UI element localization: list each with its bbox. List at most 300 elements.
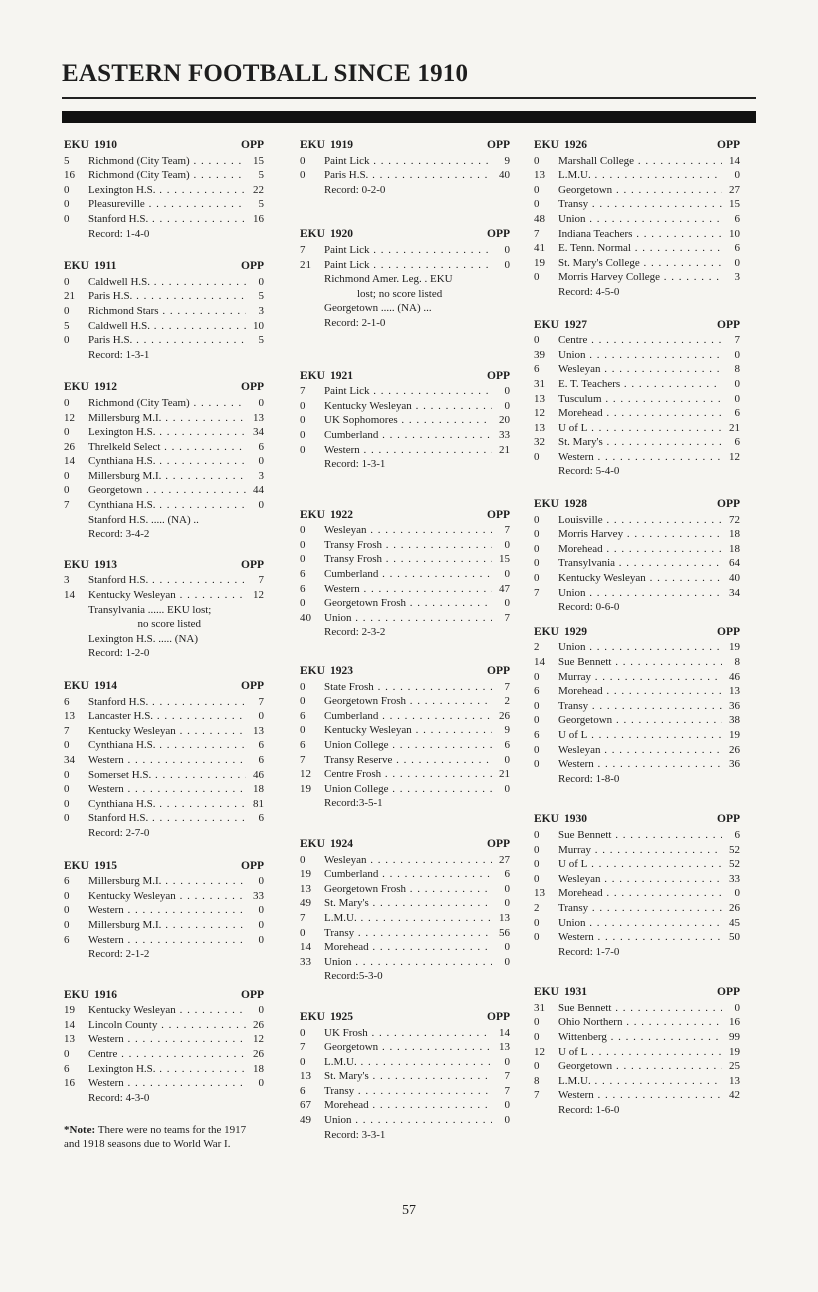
season-block — [300, 369, 510, 472]
eku-score: 14 — [534, 656, 545, 668]
opp-score: 56 — [499, 926, 510, 939]
eku-label: EKU — [300, 665, 325, 678]
opponent: Stanford H.S. . . . — [88, 212, 246, 227]
eku-score: 13 — [64, 1033, 75, 1046]
game-row — [64, 617, 264, 632]
game-row — [534, 270, 740, 285]
opp-score: 0 — [258, 918, 264, 931]
opponent: Paris H.S. . . . — [88, 289, 246, 304]
game-row — [300, 154, 510, 169]
game-row — [64, 782, 264, 797]
eku-score: 0 — [534, 843, 540, 856]
opp-label: OPP — [241, 558, 264, 571]
opponent: Union College . . . — [324, 738, 492, 753]
game-row — [300, 896, 510, 911]
opponent: Wesleyan . . . — [558, 743, 722, 758]
opp-score: 27 — [729, 183, 740, 196]
game-row — [64, 168, 264, 183]
eku-score: 0 — [534, 528, 540, 541]
game-row — [300, 1069, 510, 1084]
opponent: Lexington H.S. ..... (NA) — [88, 632, 198, 645]
eku-score: 7 — [534, 586, 540, 599]
opp-score: 3 — [734, 271, 740, 284]
opp-label: OPP — [717, 813, 740, 826]
opp-score: 0 — [504, 568, 510, 581]
opp-score: 15 — [729, 198, 740, 211]
opponent: Wesleyan . . . — [558, 362, 722, 377]
opp-score: 8 — [734, 363, 740, 376]
opponent: Cynthiana H.S. . . . — [88, 797, 246, 812]
game-row — [64, 1018, 264, 1033]
game-row — [64, 454, 264, 469]
game-row — [64, 411, 264, 426]
eku-score: 12 — [534, 407, 545, 420]
eku-label: EKU — [64, 260, 89, 273]
game-row — [300, 926, 510, 941]
opponent: U of L . . . — [558, 857, 722, 872]
game-row — [300, 384, 510, 399]
eku-score: 0 — [534, 670, 540, 683]
eku-score: 41 — [534, 242, 545, 255]
opp-score: 26 — [253, 1018, 264, 1031]
eku-score: 0 — [534, 872, 540, 885]
game-row — [64, 1076, 264, 1091]
game-row — [300, 738, 510, 753]
opponent: Georgetown Frosh . . . — [324, 882, 492, 897]
eku-score: 0 — [300, 428, 306, 441]
opponent: Threlkeld Select . . . — [88, 440, 246, 455]
season-header — [300, 138, 510, 153]
game-row — [300, 552, 510, 567]
opponent: Centre . . . — [558, 333, 722, 348]
game-row — [534, 1045, 740, 1060]
opp-score: 0 — [504, 243, 510, 256]
game-row — [64, 483, 264, 498]
game-row — [300, 301, 510, 316]
opp-score: 42 — [729, 1089, 740, 1102]
opponent: Transy Reserve . . . — [324, 753, 492, 768]
opp-score: 44 — [253, 484, 264, 497]
eku-score: 13 — [300, 1070, 311, 1083]
opp-score: 13 — [729, 685, 740, 698]
eku-score: 7 — [534, 227, 540, 240]
season-block — [300, 138, 510, 197]
opp-score: 0 — [504, 399, 510, 412]
opponent: Murray . . . — [558, 843, 722, 858]
game-row — [534, 1015, 740, 1030]
opponent: Paint Lick . . . — [324, 384, 492, 399]
opp-score: 18 — [253, 783, 264, 796]
game-row — [300, 399, 510, 414]
eku-score: 0 — [64, 768, 70, 781]
game-row — [534, 670, 740, 685]
eku-score: 0 — [64, 904, 70, 917]
opponent: Kentucky Wesleyan . . . — [558, 571, 722, 586]
opp-label: OPP — [487, 508, 510, 521]
opponent: lost; no score listed — [324, 287, 443, 300]
opp-score: 26 — [499, 709, 510, 722]
season-year: 1910 — [94, 139, 117, 151]
opp-score: 0 — [734, 377, 740, 390]
game-row — [64, 573, 264, 588]
opp-score: 99 — [729, 1031, 740, 1044]
season-year: 1915 — [94, 859, 117, 872]
eku-score: 0 — [64, 198, 70, 211]
opponent: Wesleyan . . . — [558, 872, 722, 887]
eku-score: 49 — [300, 897, 311, 910]
opp-label: OPP — [487, 1010, 510, 1023]
eku-label: EKU — [534, 498, 559, 511]
game-row — [64, 333, 264, 348]
opponent: Caldwell H.S. . . . — [88, 319, 246, 334]
opp-label: OPP — [241, 260, 264, 273]
season-header — [64, 859, 264, 874]
game-row — [300, 413, 510, 428]
opp-score: 19 — [729, 1045, 740, 1058]
opponent: U of L . . . — [558, 421, 722, 436]
opp-score: 18 — [729, 528, 740, 541]
opponent: Lincoln County . . . — [88, 1018, 246, 1033]
season-record: Record: 2-3-2 — [324, 626, 386, 639]
game-row — [534, 333, 740, 348]
season-year: 1919 — [330, 139, 353, 151]
season-block — [300, 508, 510, 640]
opponent: Centre Frosh . . . — [324, 767, 492, 782]
season-record: Record: 4-5-0 — [558, 285, 620, 298]
eku-score: 0 — [64, 275, 70, 288]
game-row — [64, 275, 264, 290]
opponent: Western . . . — [558, 930, 722, 945]
game-row — [64, 513, 264, 528]
opp-label: OPP — [487, 665, 510, 678]
eku-score: 14 — [64, 455, 75, 468]
game-row — [300, 272, 510, 287]
opp-label: OPP — [241, 680, 264, 692]
game-row — [300, 538, 510, 553]
game-row — [300, 867, 510, 882]
eku-score: 0 — [64, 469, 70, 482]
opp-label: OPP — [241, 381, 264, 394]
opp-score: 3 — [258, 304, 264, 317]
eku-score: 19 — [64, 1004, 75, 1017]
season-year: 1925 — [330, 1010, 353, 1023]
opponent: Georgetown . . . — [558, 713, 722, 728]
season-block — [300, 664, 510, 811]
opponent: Kentucky Wesleyan . . . — [88, 889, 246, 904]
opp-score: 13 — [499, 911, 510, 924]
opp-score: 6 — [734, 212, 740, 225]
eku-score: 48 — [534, 212, 545, 225]
opp-score: 8 — [734, 656, 740, 668]
title-rule — [62, 97, 756, 99]
game-row — [534, 916, 740, 931]
eku-score: 0 — [300, 695, 306, 708]
opponent: Morris Harvey College . . . — [558, 270, 722, 285]
game-row — [534, 586, 740, 601]
opponent: State Frosh . . . — [324, 680, 492, 695]
season-year: 1928 — [564, 498, 587, 511]
opp-score: 0 — [504, 897, 510, 910]
eku-score: 0 — [534, 513, 540, 526]
opponent: Western . . . — [88, 933, 246, 948]
season-header — [300, 664, 510, 679]
game-row — [64, 289, 264, 304]
eku-label: EKU — [534, 625, 559, 638]
eku-score: 0 — [534, 916, 540, 929]
opponent: Centre . . . — [88, 1047, 246, 1062]
opponent: Lexington H.S. . . . — [88, 425, 246, 440]
season-block — [534, 812, 740, 959]
opp-label: OPP — [487, 837, 510, 850]
opponent: no score listed — [88, 618, 202, 631]
opponent: Western . . . — [88, 1076, 246, 1091]
eku-label: EKU — [64, 381, 89, 394]
opponent: Stanford H.S. ..... (NA) .. — [88, 513, 199, 526]
eku-score: 0 — [534, 699, 540, 712]
eku-score: 16 — [64, 169, 75, 182]
opp-score: 6 — [504, 739, 510, 751]
opp-score: 7 — [258, 574, 264, 587]
opp-score: 15 — [499, 553, 510, 566]
eku-score: 7 — [300, 385, 306, 398]
eku-score: 16 — [64, 1077, 75, 1090]
opponent: Union . . . — [558, 212, 722, 227]
opp-score: 7 — [504, 1070, 510, 1083]
eku-score: 6 — [300, 568, 306, 581]
game-row — [64, 212, 264, 227]
opponent: Transy Frosh . . . — [324, 538, 492, 553]
page-number: 57 — [402, 1203, 416, 1218]
opp-label: OPP — [717, 625, 740, 638]
opp-score: 3 — [258, 469, 264, 482]
season-year: 1920 — [330, 228, 353, 241]
opponent: Western . . . — [88, 903, 246, 918]
opponent: Paint Lick . . . — [324, 243, 492, 258]
opp-score: 18 — [253, 1062, 264, 1075]
game-row — [300, 582, 510, 597]
opponent: St. Mary's College . . . — [558, 256, 722, 271]
eku-score: 31 — [534, 1001, 545, 1014]
season-year: 1916 — [94, 988, 117, 1001]
game-row — [64, 724, 264, 739]
opponent: Union . . . — [558, 916, 722, 931]
opponent: Transylvania ...... EKU lost; — [88, 603, 212, 616]
opp-score: 16 — [253, 212, 264, 225]
game-row — [534, 183, 740, 198]
opponent: Western . . . — [324, 443, 492, 458]
game-row — [300, 1040, 510, 1055]
opp-score: 0 — [504, 941, 510, 954]
opponent: Union . . . — [558, 348, 722, 363]
opp-score: 26 — [253, 1048, 264, 1061]
opp-score: 52 — [729, 858, 740, 871]
eku-score: 0 — [300, 1026, 306, 1039]
opponent: L.M.U. . . . — [324, 1055, 492, 1070]
game-row — [64, 1003, 264, 1018]
season-year: 1926 — [564, 139, 587, 151]
eku-score: 0 — [534, 1060, 540, 1073]
eku-score: 0 — [64, 783, 70, 796]
game-row — [64, 918, 264, 933]
opponent: L.M.U. . . . — [558, 1074, 722, 1089]
opponent: Richmond (City Team) . . . — [88, 396, 246, 411]
opp-score: 0 — [258, 933, 264, 946]
eku-score: 0 — [64, 304, 70, 317]
opp-score: 0 — [258, 710, 264, 723]
opponent: Western . . . — [88, 1032, 246, 1047]
eku-label: EKU — [64, 680, 89, 692]
game-row — [534, 348, 740, 363]
game-row — [534, 757, 740, 772]
game-row — [534, 699, 740, 714]
season-year: 1912 — [94, 381, 117, 394]
game-row — [534, 197, 740, 212]
opponent: Morehead . . . — [558, 542, 722, 557]
game-row — [300, 287, 510, 302]
opp-score: 6 — [734, 828, 740, 841]
eku-label: EKU — [300, 837, 325, 850]
game-row — [300, 911, 510, 926]
season-header — [64, 138, 264, 153]
opp-score: 7 — [504, 524, 510, 537]
game-row — [64, 425, 264, 440]
opp-score: 25 — [729, 1060, 740, 1073]
eku-score: 19 — [300, 868, 311, 881]
opponent: Transy . . . — [558, 197, 722, 212]
eku-label: EKU — [64, 558, 89, 571]
opp-score: 15 — [253, 154, 264, 167]
column-1 — [64, 138, 264, 1151]
season-header — [534, 318, 740, 333]
opp-score: 33 — [253, 889, 264, 902]
opponent: E. T. Teachers . . . — [558, 377, 722, 392]
opp-score: 21 — [499, 443, 510, 456]
eku-score: 13 — [64, 710, 75, 723]
opponent: L.M.U. . . . — [324, 911, 492, 926]
season-year: 1921 — [330, 369, 353, 382]
opponent: Sue Bennett . . . — [558, 655, 722, 670]
game-row — [300, 243, 510, 258]
opponent: Cumberland . . . — [324, 567, 492, 582]
eku-score: 14 — [300, 941, 311, 954]
opp-score: 50 — [729, 931, 740, 944]
eku-label: EKU — [534, 813, 559, 826]
opp-score: 38 — [729, 714, 740, 727]
game-row — [534, 713, 740, 728]
opp-score: 0 — [504, 1055, 510, 1068]
season-block — [534, 985, 740, 1117]
eku-score: 0 — [300, 414, 306, 427]
opponent: Millersburg M.I. . . . — [88, 411, 246, 426]
game-row — [534, 728, 740, 743]
eku-score: 0 — [534, 334, 540, 347]
eku-score: 2 — [534, 641, 540, 654]
season-record: Record: 1-7-0 — [558, 945, 620, 958]
eku-score: 0 — [64, 484, 70, 497]
opponent: Transy . . . — [558, 901, 722, 916]
opp-score: 7 — [504, 611, 510, 624]
opp-score: 0 — [504, 882, 510, 895]
season-record: Record: 0-6-0 — [558, 601, 620, 614]
game-row — [534, 828, 740, 843]
opp-score: 2 — [504, 695, 510, 708]
eku-score: 6 — [64, 875, 70, 888]
opp-score: 46 — [729, 670, 740, 683]
eku-label: EKU — [300, 1010, 325, 1023]
season-record: Record: 1-4-0 — [88, 227, 150, 240]
game-row — [300, 955, 510, 970]
eku-score: 0 — [64, 812, 70, 825]
opponent: E. Tenn. Normal . . . — [558, 241, 722, 256]
game-row — [300, 168, 510, 183]
opponent: UK Sophomores . . . — [324, 413, 492, 428]
season-year: 1930 — [564, 813, 587, 826]
eku-score: 0 — [64, 1048, 70, 1061]
eku-score: 0 — [300, 443, 306, 456]
eku-score: 12 — [300, 768, 311, 781]
season-block — [534, 138, 740, 300]
opponent: Western . . . — [558, 757, 722, 772]
season-record: Record: 2-1-0 — [324, 316, 386, 329]
opp-score: 6 — [504, 868, 510, 881]
eku-score: 5 — [64, 319, 70, 332]
game-row — [64, 695, 264, 710]
opp-score: 12 — [729, 450, 740, 463]
game-row — [534, 1088, 740, 1103]
game-row — [534, 930, 740, 945]
opp-score: 0 — [734, 348, 740, 361]
game-row — [300, 1026, 510, 1041]
eku-score: 13 — [534, 887, 545, 900]
eku-score: 0 — [300, 853, 306, 866]
eku-score: 6 — [534, 363, 540, 376]
game-row — [300, 443, 510, 458]
game-row — [534, 227, 740, 242]
opponent: Millersburg M.I. . . . — [88, 918, 246, 933]
game-row — [534, 872, 740, 887]
game-row — [64, 319, 264, 334]
opponent: Lancaster H.S. . . . — [88, 709, 246, 724]
opp-score: 0 — [258, 396, 264, 409]
season-record: Record: 1-8-0 — [558, 772, 620, 785]
opponent: Georgetown . . . — [558, 183, 722, 198]
opp-score: 7 — [258, 695, 264, 708]
eku-score: 6 — [64, 933, 70, 946]
game-row — [64, 304, 264, 319]
opponent: Cumberland . . . — [324, 709, 492, 724]
opp-score: 5 — [258, 198, 264, 211]
season-record: Record: 4-3-0 — [88, 1091, 150, 1104]
eku-score: 0 — [64, 889, 70, 902]
opp-score: 5 — [258, 290, 264, 303]
opp-score: 26 — [729, 901, 740, 914]
opponent: Wesleyan . . . — [324, 853, 492, 868]
eku-score: 7 — [300, 911, 306, 924]
eku-score: 21 — [300, 258, 311, 271]
opponent: Western . . . — [558, 450, 722, 465]
game-row — [300, 567, 510, 582]
opp-score: 6 — [734, 436, 740, 449]
opponent: Tusculum . . . — [558, 392, 722, 407]
game-row — [64, 933, 264, 948]
game-row — [534, 527, 740, 542]
opponent: Transy . . . — [558, 699, 722, 714]
opp-score: 0 — [504, 597, 510, 610]
eku-score: 49 — [300, 1114, 311, 1127]
season-block — [64, 138, 264, 241]
opponent: U of L . . . — [558, 728, 722, 743]
season-year: 1914 — [94, 680, 117, 692]
